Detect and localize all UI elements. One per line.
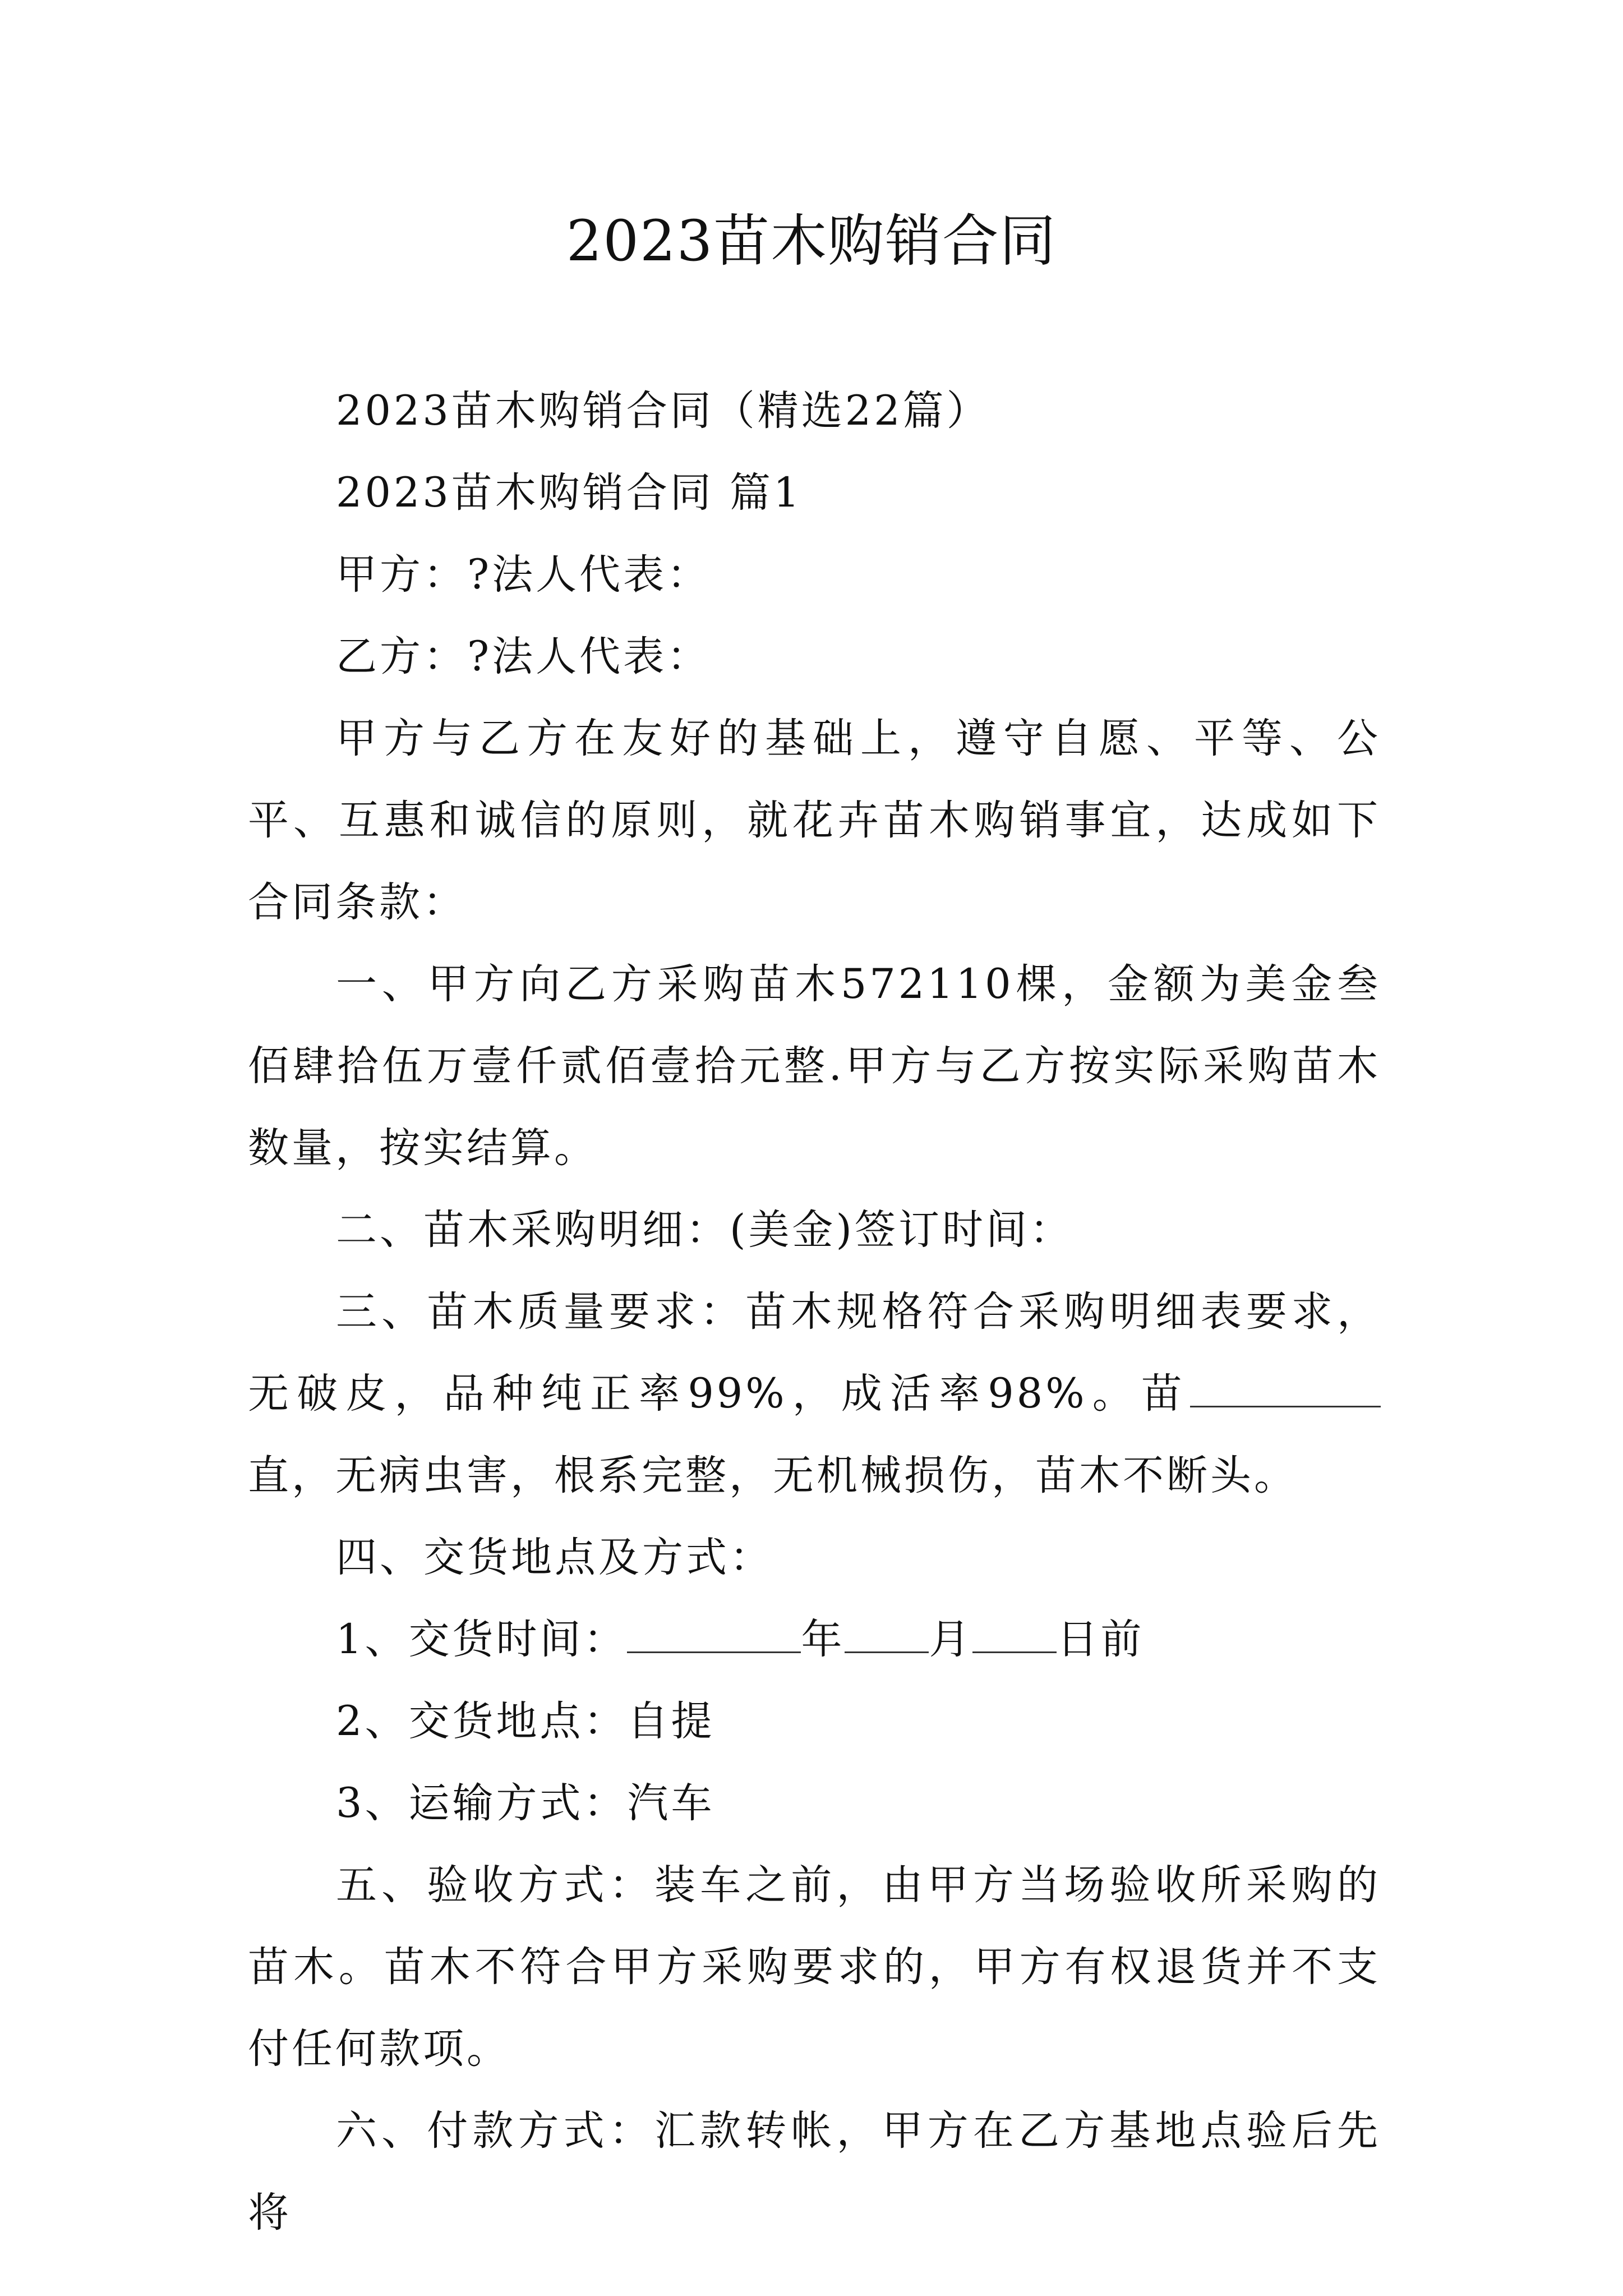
clause-1-paragraph: 一、甲方向乙方采购苗木572110棵，金额为美金叁佰肆拾伍万壹仟贰佰壹拾元整.甲方与乙方按实际采购苗木数量，按实结算。 [248, 960, 1381, 1172]
intro-paragraph: 甲方与乙方在友好的基础上，遵守自愿、平等、公平、互惠和诚信的原则，就花卉苗木购销事宜，达成如下合同条款： [248, 715, 1381, 926]
year-blank [627, 1613, 801, 1653]
clause-6-paragraph: 六、付款方式：汇款转帐，甲方在乙方基地点验后先将 [248, 2107, 1381, 2237]
fill-in-blank [1190, 1367, 1381, 1407]
delivery-time-label: 1、交货时间： [336, 1616, 628, 1663]
month-label: 月 [929, 1616, 973, 1663]
clause-4-heading: 四、交货地点及方式： [336, 1534, 773, 1581]
clause-5-paragraph: 五、验收方式：装车之前，由甲方当场验收所采购的苗木。苗木不符合甲方采购要求的，甲方有权退货并不支付任何款项。 [248, 1861, 1381, 2073]
document-title: 2023苗木购销合同 [566, 208, 1057, 274]
clause-3-text-before: 三、苗木质量要求：苗木规格符合采购明细表要求，无破皮，品种纯正率99%，成活率98%。苗 [248, 1288, 1381, 1418]
party-a-line: 甲方：?法人代表： [336, 551, 711, 599]
month-blank [845, 1613, 929, 1653]
party-b-line: 乙方：?法人代表： [336, 633, 711, 680]
document-body [248, 370, 1381, 2254]
clause-2-paragraph: 二、苗木采购明细：(美金)签订时间： [336, 1206, 1073, 1254]
year-label: 年 [801, 1616, 845, 1663]
day-label: 日前 [1057, 1616, 1145, 1663]
delivery-time-line [248, 1599, 1381, 1681]
day-blank [972, 1613, 1057, 1653]
clause-3-text-after: 直，无病虫害，根系完整，无机械损伤，苗木不断头。 [248, 1452, 1298, 1499]
transport-line: 3、运输方式：汽车 [336, 1779, 715, 1827]
delivery-place-line: 2、交货地点：自提 [336, 1697, 715, 1745]
chapter-heading: 2023苗木购销合同 篇1 [336, 469, 803, 517]
subtitle-paragraph: 2023苗木购销合同（精选22篇） [336, 387, 990, 435]
clause-3-paragraph [248, 1271, 1381, 1517]
